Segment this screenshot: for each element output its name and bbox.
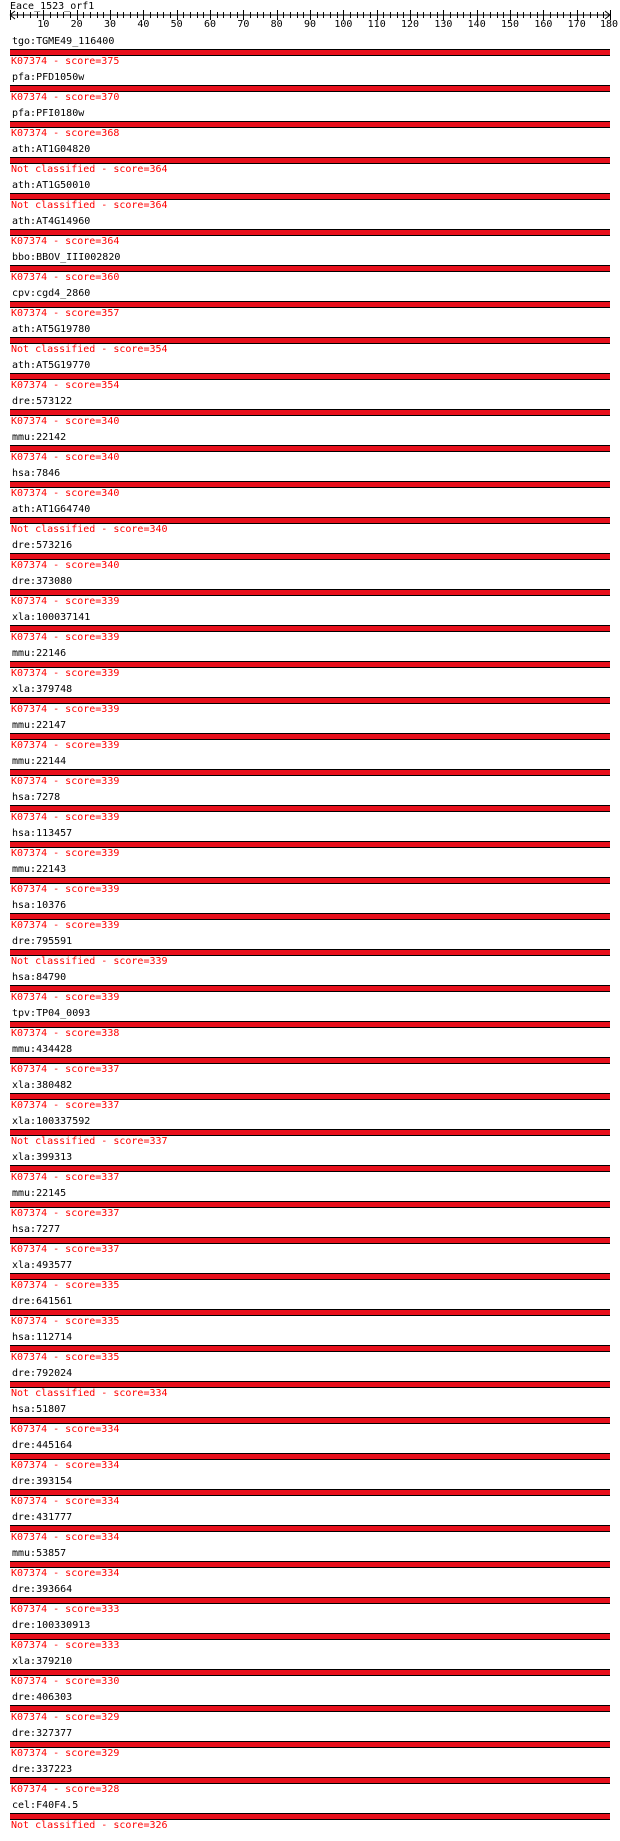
hit-id-link[interactable]: mmu:22147 [12, 720, 67, 731]
hit-row [0, 1368, 620, 1404]
hit-classification-score: K07374 - score=335 [11, 1280, 120, 1291]
hit-classification-score: K07374 - score=337 [11, 1100, 120, 1111]
hit-row [0, 864, 620, 900]
hit-row [0, 648, 620, 684]
hit-id-link[interactable]: dre:393664 [12, 1584, 73, 1595]
hit-row [0, 1008, 620, 1044]
hit-id-link[interactable]: dre:795591 [12, 936, 73, 947]
alignment-bar[interactable] [10, 1489, 610, 1496]
ruler-tick-label: 70 [237, 19, 250, 30]
hit-row [0, 1512, 620, 1548]
alignment-bar[interactable] [10, 481, 610, 488]
alignment-bar[interactable] [10, 1705, 610, 1712]
hit-id-link[interactable]: dre:573122 [12, 396, 73, 407]
hit-row [0, 1260, 620, 1296]
hit-id-link[interactable]: pfa:PFD1050w [12, 72, 85, 83]
hit-id-link[interactable]: dre:406303 [12, 1692, 73, 1703]
hit-id-link[interactable]: mmu:22146 [12, 648, 67, 659]
hit-classification-score: K07374 - score=339 [11, 704, 120, 715]
hit-row [0, 1584, 620, 1620]
hit-classification-score: K07374 - score=334 [11, 1496, 120, 1507]
hit-row [0, 108, 620, 144]
hit-classification-score: K07374 - score=375 [11, 56, 120, 67]
hit-row [0, 540, 620, 576]
hit-id-link[interactable]: dre:792024 [12, 1368, 73, 1379]
ruler-tick-label: 140 [467, 19, 486, 30]
hit-id-link[interactable]: pfa:PFI0180w [12, 108, 85, 119]
hit-row [0, 828, 620, 864]
hit-id-link[interactable]: dre:327377 [12, 1728, 73, 1739]
hit-classification-score: K07374 - score=370 [11, 92, 120, 103]
alignment-bar[interactable] [10, 949, 610, 956]
hit-id-link[interactable]: mmu:434428 [12, 1044, 73, 1055]
hit-row [0, 360, 620, 396]
hit-row [0, 1764, 620, 1800]
hit-row [0, 1656, 620, 1692]
hit-classification-score: K07374 - score=333 [11, 1604, 120, 1615]
hit-row [0, 792, 620, 828]
alignment-bar[interactable] [10, 1201, 610, 1208]
hit-row [0, 1296, 620, 1332]
hit-classification-score: K07374 - score=360 [11, 272, 120, 283]
hit-classification-score: K07374 - score=329 [11, 1748, 120, 1759]
alignment-bar[interactable] [10, 265, 610, 272]
hit-classification-score: K07374 - score=354 [11, 380, 120, 391]
alignment-bar[interactable] [10, 1309, 610, 1316]
hit-classification-score: Not classified - score=364 [11, 200, 168, 211]
ruler-tick-label: 180 [600, 19, 619, 30]
alignment-bar[interactable] [10, 229, 610, 236]
alignment-bar[interactable] [10, 589, 610, 596]
hit-classification-score: K07374 - score=339 [11, 992, 120, 1003]
alignment-bar[interactable] [10, 913, 610, 920]
hit-row [0, 252, 620, 288]
hit-row [0, 1152, 620, 1188]
alignment-bar[interactable] [10, 1597, 610, 1604]
alignment-bar[interactable] [10, 193, 610, 200]
hit-row [0, 504, 620, 540]
hit-classification-score: K07374 - score=339 [11, 920, 120, 931]
hit-id-link[interactable]: dre:431777 [12, 1512, 73, 1523]
hit-row [0, 1728, 620, 1764]
hit-id-link[interactable]: mmu:22144 [12, 756, 67, 767]
hit-row [0, 144, 620, 180]
hit-id-link[interactable]: hsa:7846 [12, 468, 61, 479]
ruler-tick-label: 150 [501, 19, 520, 30]
hit-classification-score: Not classified - score=326 [11, 1820, 168, 1831]
ruler-tick-label: 130 [434, 19, 453, 30]
hit-row [0, 1620, 620, 1656]
ruler-tick-label: 170 [567, 19, 586, 30]
hit-classification-score: K07374 - score=334 [11, 1532, 120, 1543]
hit-classification-score: K07374 - score=368 [11, 128, 120, 139]
hit-id-link[interactable]: tgo:TGME49_116400 [12, 36, 115, 47]
hit-classification-score: K07374 - score=340 [11, 488, 120, 499]
hit-id-link[interactable]: ath:AT5G19770 [12, 360, 91, 371]
alignment-bar[interactable] [10, 157, 610, 164]
hit-classification-score: K07374 - score=334 [11, 1568, 120, 1579]
hit-row [0, 1548, 620, 1584]
alignment-bar[interactable] [10, 1525, 610, 1532]
hit-id-link[interactable]: xla:399313 [12, 1152, 73, 1163]
alignment-bar[interactable] [10, 1129, 610, 1136]
ruler-tick-label: 120 [401, 19, 420, 30]
hit-classification-score: K07374 - score=339 [11, 776, 120, 787]
hit-id-link[interactable]: dre:445164 [12, 1440, 73, 1451]
alignment-bar[interactable] [10, 1093, 610, 1100]
hit-classification-score: K07374 - score=339 [11, 668, 120, 679]
hit-row [0, 432, 620, 468]
hit-id-link[interactable]: xla:379210 [12, 1656, 73, 1667]
hit-row [0, 612, 620, 648]
hit-row [0, 936, 620, 972]
hit-id-link[interactable]: hsa:112714 [12, 1332, 73, 1343]
hit-id-link[interactable]: ath:AT5G19780 [12, 324, 91, 335]
hit-classification-score: K07374 - score=337 [11, 1172, 120, 1183]
alignment-bar[interactable] [10, 85, 610, 92]
hit-id-link[interactable]: dre:641561 [12, 1296, 73, 1307]
hit-row [0, 180, 620, 216]
hit-id-link[interactable]: dre:337223 [12, 1764, 73, 1775]
alignment-bar[interactable] [10, 661, 610, 668]
hit-classification-score: Not classified - score=339 [11, 956, 168, 967]
hit-classification-score: Not classified - score=337 [11, 1136, 168, 1147]
hit-classification-score: K07374 - score=339 [11, 740, 120, 751]
hit-row [0, 396, 620, 432]
hit-row [0, 1332, 620, 1368]
alignment-bar[interactable] [10, 697, 610, 704]
alignment-bar[interactable] [10, 1669, 610, 1676]
ruler-tick-label: 100 [334, 19, 353, 30]
hit-row [0, 1188, 620, 1224]
ruler-tick-label: 160 [534, 19, 553, 30]
hit-id-link[interactable]: xla:379748 [12, 684, 73, 695]
hit-classification-score: K07374 - score=330 [11, 1676, 120, 1687]
ruler-tick-label: 10 [37, 19, 50, 30]
hit-id-link[interactable]: dre:100330913 [12, 1620, 91, 1631]
hit-classification-score: K07374 - score=339 [11, 632, 120, 643]
ruler-tick-label: 50 [170, 19, 183, 30]
hit-classification-score: K07374 - score=339 [11, 884, 120, 895]
alignment-bar[interactable] [10, 409, 610, 416]
alignment-bar[interactable] [10, 337, 610, 344]
hit-row [0, 1080, 620, 1116]
hit-id-link[interactable]: xla:100337592 [12, 1116, 91, 1127]
hit-id-link[interactable]: ath:AT1G04820 [12, 144, 91, 155]
hit-row [0, 1044, 620, 1080]
alignment-bar[interactable] [10, 1237, 610, 1244]
hit-classification-score: K07374 - score=364 [11, 236, 120, 247]
alignment-bar[interactable] [10, 517, 610, 524]
alignment-bar[interactable] [10, 1345, 610, 1352]
alignment-bar[interactable] [10, 1741, 610, 1748]
hit-id-link[interactable]: dre:393154 [12, 1476, 73, 1487]
hit-classification-score: K07374 - score=334 [11, 1424, 120, 1435]
hit-classification-score: K07374 - score=339 [11, 848, 120, 859]
alignment-bar[interactable] [10, 805, 610, 812]
hit-row [0, 1404, 620, 1440]
hit-id-link[interactable]: ath:AT1G64740 [12, 504, 91, 515]
hit-classification-score: K07374 - score=340 [11, 560, 120, 571]
hit-id-link[interactable]: xla:493577 [12, 1260, 73, 1271]
alignment-bar[interactable] [10, 1021, 610, 1028]
hit-classification-score: K07374 - score=340 [11, 452, 120, 463]
ruler-tick-label: 30 [104, 19, 117, 30]
alignment-bar[interactable] [10, 445, 610, 452]
hit-id-link[interactable]: hsa:7277 [12, 1224, 61, 1235]
alignment-bar[interactable] [10, 49, 610, 56]
hit-id-link[interactable]: cel:F40F4.5 [12, 1800, 79, 1811]
hit-id-link[interactable]: hsa:10376 [12, 900, 67, 911]
hit-row [0, 1224, 620, 1260]
alignment-bar[interactable] [10, 1777, 610, 1784]
hit-row [0, 324, 620, 360]
hit-row [0, 720, 620, 756]
alignment-bar[interactable] [10, 733, 610, 740]
hit-row [0, 468, 620, 504]
alignment-bar[interactable] [10, 1057, 610, 1064]
hit-id-link[interactable]: ath:AT4G14960 [12, 216, 91, 227]
alignment-bar[interactable] [10, 877, 610, 884]
hit-classification-score: K07374 - score=339 [11, 812, 120, 823]
ruler-tick-label: 20 [70, 19, 83, 30]
hit-classification-score: K07374 - score=337 [11, 1208, 120, 1219]
hit-classification-score: K07374 - score=329 [11, 1712, 120, 1723]
hit-row [0, 684, 620, 720]
hit-row [0, 1476, 620, 1512]
hit-classification-score: K07374 - score=333 [11, 1640, 120, 1651]
hit-classification-score: K07374 - score=357 [11, 308, 120, 319]
hit-classification-score: Not classified - score=340 [11, 524, 168, 535]
alignment-bar[interactable] [10, 1633, 610, 1640]
hit-row [0, 756, 620, 792]
hit-classification-score: K07374 - score=335 [11, 1316, 120, 1327]
hit-row [0, 576, 620, 612]
query-title: Eace_1523_orf1 [10, 1, 95, 12]
hit-row [0, 1800, 620, 1836]
hit-row [0, 900, 620, 936]
hit-row [0, 216, 620, 252]
alignment-bar[interactable] [10, 769, 610, 776]
hit-classification-score: K07374 - score=337 [11, 1244, 120, 1255]
alignment-bar[interactable] [10, 841, 610, 848]
hit-row [0, 972, 620, 1008]
sequence-ruler [0, 0, 620, 34]
hit-classification-score: K07374 - score=328 [11, 1784, 120, 1795]
hit-id-link[interactable]: ath:AT1G50010 [12, 180, 91, 191]
hit-id-link[interactable]: tpv:TP04_0093 [12, 1008, 91, 1019]
hit-row [0, 1116, 620, 1152]
hit-classification-score: K07374 - score=339 [11, 596, 120, 607]
hit-id-link[interactable]: hsa:51807 [12, 1404, 67, 1415]
hit-classification-score: K07374 - score=340 [11, 416, 120, 427]
alignment-bar[interactable] [10, 1813, 610, 1820]
hit-row [0, 1692, 620, 1728]
alignment-bar[interactable] [10, 1381, 610, 1388]
hit-id-link[interactable]: mmu:22142 [12, 432, 67, 443]
ruler-tick-label: 110 [367, 19, 386, 30]
alignment-bar[interactable] [10, 1417, 610, 1424]
hit-classification-score: K07374 - score=334 [11, 1460, 120, 1471]
ruler-tick-label: 80 [270, 19, 283, 30]
hit-id-link[interactable]: mmu:22145 [12, 1188, 67, 1199]
hit-id-link[interactable]: mmu:53857 [12, 1548, 67, 1559]
hit-classification-score: Not classified - score=354 [11, 344, 168, 355]
hit-id-link[interactable]: mmu:22143 [12, 864, 67, 875]
hit-id-link[interactable]: xla:380482 [12, 1080, 73, 1091]
hit-classification-score: K07374 - score=338 [11, 1028, 120, 1039]
ruler-tick-label: 40 [137, 19, 150, 30]
hit-id-link[interactable]: hsa:113457 [12, 828, 73, 839]
hit-row [0, 36, 620, 72]
hit-id-link[interactable]: dre:573216 [12, 540, 73, 551]
alignment-bar[interactable] [10, 1165, 610, 1172]
ruler-tick-label: 60 [204, 19, 217, 30]
hit-row [0, 288, 620, 324]
hit-id-link[interactable]: bbo:BBOV_III002820 [12, 252, 121, 263]
hit-classification-score: Not classified - score=364 [11, 164, 168, 175]
hit-classification-score: K07374 - score=335 [11, 1352, 120, 1363]
alignment-bar[interactable] [10, 1561, 610, 1568]
alignment-bar[interactable] [10, 553, 610, 560]
ruler-tick-label: 90 [304, 19, 317, 30]
hit-id-link[interactable]: cpv:cgd4_2860 [12, 288, 91, 299]
alignment-bar[interactable] [10, 625, 610, 632]
alignment-bar[interactable] [10, 121, 610, 128]
hit-classification-score: K07374 - score=337 [11, 1064, 120, 1075]
hit-row [0, 1440, 620, 1476]
hit-id-link[interactable]: hsa:7278 [12, 792, 61, 803]
hit-id-link[interactable]: hsa:84790 [12, 972, 67, 983]
alignment-bar[interactable] [10, 985, 610, 992]
hit-id-link[interactable]: xla:100037141 [12, 612, 91, 623]
alignment-bar[interactable] [10, 1273, 610, 1280]
alignment-bar[interactable] [10, 373, 610, 380]
hit-row [0, 72, 620, 108]
hit-id-link[interactable]: dre:373080 [12, 576, 73, 587]
hit-classification-score: Not classified - score=334 [11, 1388, 168, 1399]
alignment-bar[interactable] [10, 1453, 610, 1460]
alignment-bar[interactable] [10, 301, 610, 308]
